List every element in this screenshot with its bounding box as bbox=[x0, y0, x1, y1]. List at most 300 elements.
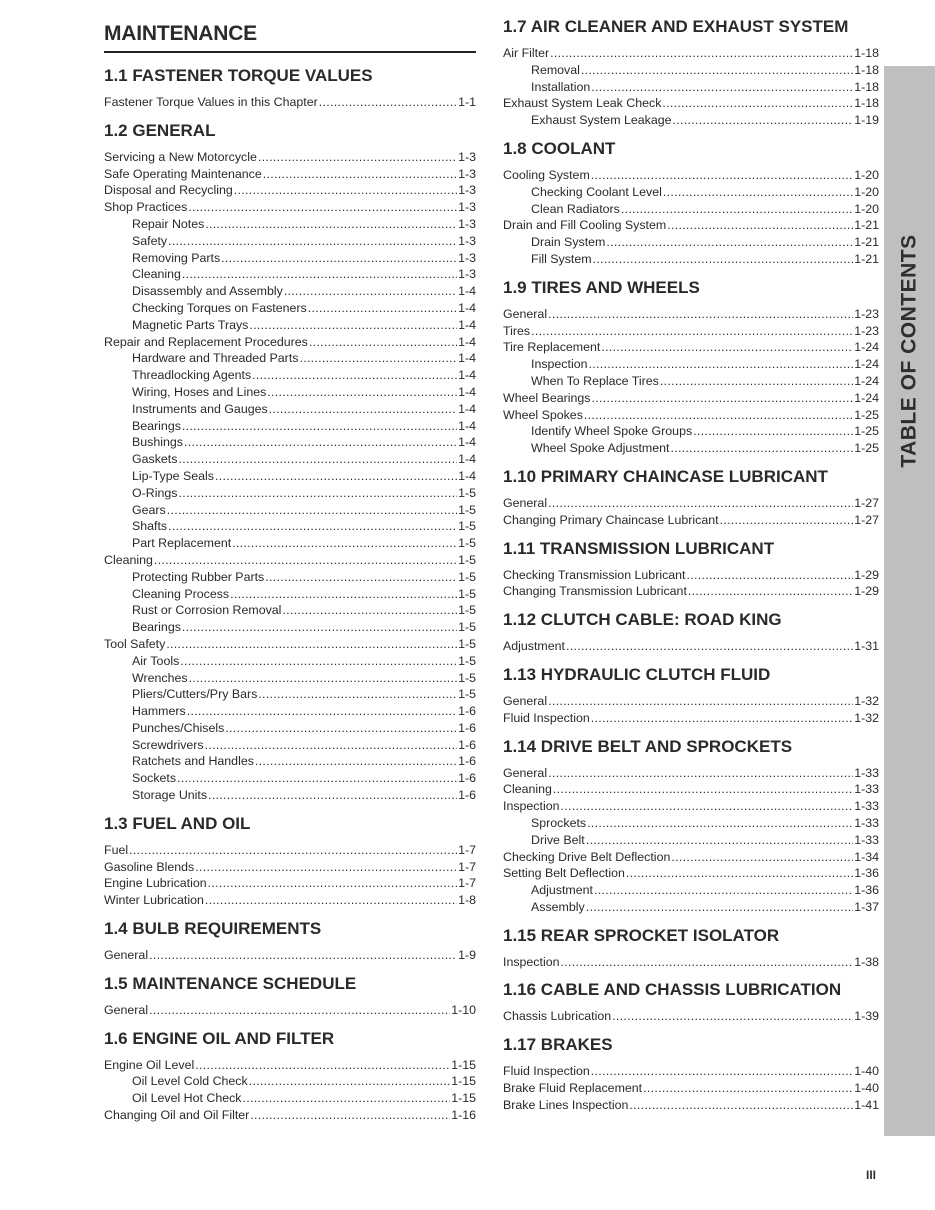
toc-entry[interactable] bbox=[503, 710, 879, 727]
entry-title: Checking Drive Belt Deflection bbox=[503, 849, 671, 864]
dot-leader bbox=[586, 832, 853, 849]
entry-title: Hardware and Threaded Parts bbox=[132, 351, 299, 366]
dot-leader bbox=[606, 234, 853, 251]
entry-title: Part Replacement bbox=[132, 536, 232, 551]
entry-page-number: 1-4 bbox=[458, 368, 476, 383]
entry-page-number: 1-6 bbox=[458, 788, 476, 803]
dot-leader bbox=[195, 1057, 450, 1074]
toc-entry[interactable] bbox=[104, 250, 476, 267]
dot-leader bbox=[180, 653, 457, 670]
entry-page-number: 1-27 bbox=[854, 512, 879, 527]
dot-leader bbox=[182, 619, 457, 636]
dot-leader bbox=[548, 693, 853, 710]
entry-title: Repair and Replacement Procedures bbox=[104, 334, 308, 349]
entry-title: Clean Radiators bbox=[531, 201, 620, 216]
left-sections bbox=[104, 65, 476, 1124]
entry-page-number: 1-6 bbox=[458, 771, 476, 786]
toc-entry[interactable] bbox=[503, 638, 879, 655]
section-title: 1.16 CABLE AND CHASSIS LUBRICATION bbox=[503, 980, 842, 1000]
toc-entry[interactable] bbox=[104, 418, 476, 435]
toc-entry[interactable] bbox=[104, 1073, 476, 1090]
toc-entry[interactable] bbox=[104, 653, 476, 670]
dot-leader bbox=[284, 283, 457, 300]
dot-leader bbox=[166, 636, 457, 653]
toc-entry[interactable] bbox=[503, 251, 879, 268]
toc-entry[interactable] bbox=[104, 636, 476, 653]
entry-page-number: 1-5 bbox=[458, 620, 476, 635]
entry-title: Adjustment bbox=[503, 639, 565, 654]
entry-title: General bbox=[503, 765, 548, 780]
entry-title: Cleaning bbox=[503, 782, 552, 797]
toc-entry[interactable] bbox=[104, 199, 476, 216]
toc-entry[interactable] bbox=[503, 323, 879, 340]
entry-page-number: 1-4 bbox=[458, 317, 476, 332]
entry-page-number: 1-1 bbox=[458, 95, 476, 109]
entry-title: Changing Oil and Oil Filter bbox=[104, 1108, 250, 1123]
dot-leader bbox=[319, 94, 457, 111]
right-sections bbox=[503, 16, 879, 1114]
toc-entry[interactable] bbox=[104, 770, 476, 787]
toc-section bbox=[503, 277, 879, 457]
entry-page-number: 1-24 bbox=[854, 373, 879, 388]
dot-leader bbox=[591, 710, 853, 727]
toc-entry[interactable] bbox=[104, 94, 476, 111]
toc-entry[interactable] bbox=[503, 440, 879, 457]
section-title: 1.8 COOLANT bbox=[503, 138, 616, 158]
entry-title: Drain System bbox=[531, 235, 606, 250]
entry-page-number: 1-27 bbox=[854, 495, 879, 510]
entry-page-number: 1-18 bbox=[854, 46, 879, 60]
toc-entry[interactable] bbox=[503, 1063, 879, 1080]
entry-page-number: 1-21 bbox=[854, 218, 879, 233]
toc-entry[interactable] bbox=[104, 233, 476, 250]
toc-entry[interactable] bbox=[104, 720, 476, 737]
entry-title: Bearings bbox=[132, 620, 181, 635]
entry-title: Winter Lubrication bbox=[104, 893, 204, 908]
toc-entry[interactable] bbox=[104, 166, 476, 183]
section-title: 1.14 DRIVE BELT AND SPROCKETS bbox=[503, 736, 793, 756]
toc-entry[interactable] bbox=[503, 62, 879, 79]
dot-leader bbox=[149, 1002, 450, 1019]
dot-leader bbox=[687, 567, 854, 584]
entry-page-number: 1-20 bbox=[854, 184, 879, 199]
dot-leader bbox=[548, 495, 853, 512]
entry-page-number: 1-15 bbox=[451, 1057, 476, 1072]
page-number: III bbox=[866, 1168, 877, 1182]
entry-page-number: 1-25 bbox=[854, 407, 879, 422]
toc-entry[interactable] bbox=[503, 798, 879, 815]
dot-leader bbox=[178, 451, 457, 468]
toc-entry[interactable] bbox=[104, 1107, 476, 1124]
entry-title: Safe Operating Maintenance bbox=[104, 166, 262, 181]
toc-entry[interactable] bbox=[503, 832, 879, 849]
entry-title: Oil Level Hot Check bbox=[132, 1091, 242, 1106]
entry-page-number: 1-19 bbox=[854, 113, 879, 128]
toc-entry[interactable] bbox=[503, 583, 879, 600]
toc-section bbox=[503, 466, 879, 529]
dot-leader bbox=[591, 390, 853, 407]
entry-page-number: 1-34 bbox=[854, 849, 879, 864]
toc-entry[interactable] bbox=[104, 468, 476, 485]
entry-title: General bbox=[503, 306, 548, 321]
toc-entry[interactable] bbox=[104, 875, 476, 892]
entry-title: Pliers/Cutters/Pry Bars bbox=[132, 687, 258, 702]
dot-leader bbox=[309, 334, 457, 351]
dot-leader bbox=[587, 815, 853, 832]
toc-section bbox=[503, 16, 879, 129]
entry-title: Fluid Inspection bbox=[503, 1064, 590, 1079]
entry-title: Checking Coolant Level bbox=[531, 184, 662, 199]
toc-entry[interactable] bbox=[503, 954, 879, 971]
toc-entry[interactable] bbox=[104, 350, 476, 367]
entry-title: Wheel Spoke Adjustment bbox=[531, 441, 670, 456]
toc-entry[interactable] bbox=[104, 947, 476, 964]
entry-title: Oil Level Cold Check bbox=[132, 1074, 248, 1089]
toc-entry[interactable] bbox=[503, 1008, 879, 1025]
toc-entry[interactable] bbox=[104, 586, 476, 603]
toc-entry[interactable] bbox=[104, 787, 476, 804]
entry-page-number: 1-5 bbox=[458, 569, 476, 584]
entry-page-number: 1-38 bbox=[854, 954, 879, 969]
toc-entry[interactable] bbox=[503, 201, 879, 218]
entry-page-number: 1-33 bbox=[854, 832, 879, 847]
dot-leader bbox=[167, 502, 457, 519]
toc-entry[interactable] bbox=[104, 1090, 476, 1107]
entry-page-number: 1-3 bbox=[458, 166, 476, 181]
entry-page-number: 1-6 bbox=[458, 704, 476, 719]
toc-entry[interactable] bbox=[104, 1002, 476, 1019]
side-tab-label: TABLE OF CONTENTS bbox=[897, 234, 921, 468]
toc-entry[interactable] bbox=[104, 518, 476, 535]
dot-leader bbox=[205, 216, 457, 233]
entry-title: Checking Torques on Fasteners bbox=[132, 300, 307, 315]
toc-entry[interactable] bbox=[503, 45, 879, 62]
dot-leader bbox=[265, 569, 457, 586]
entry-title: Checking Transmission Lubricant bbox=[503, 567, 686, 582]
entry-title: Fuel bbox=[104, 842, 129, 857]
toc-entry[interactable] bbox=[104, 367, 476, 384]
entry-title: Exhaust System Leakage bbox=[531, 113, 672, 128]
entry-title: Punches/Chisels bbox=[132, 720, 225, 735]
toc-entry[interactable] bbox=[104, 703, 476, 720]
entry-page-number: 1-10 bbox=[451, 1002, 476, 1017]
entry-title: General bbox=[503, 693, 548, 708]
dot-leader bbox=[566, 638, 853, 655]
entry-page-number: 1-8 bbox=[458, 893, 476, 908]
dot-leader bbox=[308, 300, 457, 317]
entry-page-number: 1-6 bbox=[458, 720, 476, 735]
toc-section bbox=[104, 65, 476, 111]
dot-leader bbox=[258, 686, 457, 703]
entry-page-number: 1-5 bbox=[458, 636, 476, 651]
dot-leader bbox=[612, 1008, 853, 1025]
entry-page-number: 1-4 bbox=[458, 351, 476, 366]
toc-entry[interactable] bbox=[503, 1097, 879, 1114]
dot-leader bbox=[182, 418, 457, 435]
entry-page-number: 1-4 bbox=[458, 384, 476, 399]
dot-leader bbox=[629, 1097, 853, 1114]
dot-leader bbox=[594, 882, 853, 899]
toc-entry[interactable] bbox=[503, 217, 879, 234]
dot-leader bbox=[688, 583, 853, 600]
toc-entry[interactable] bbox=[104, 149, 476, 166]
dot-leader bbox=[531, 323, 853, 340]
toc-entry[interactable] bbox=[503, 112, 879, 129]
toc-entry[interactable] bbox=[503, 390, 879, 407]
section-title: 1.6 ENGINE OIL AND FILTER bbox=[104, 1028, 335, 1048]
section-title: 1.11 TRANSMISSION LUBRICANT bbox=[503, 538, 775, 558]
dot-leader bbox=[205, 737, 457, 754]
toc-entry[interactable] bbox=[503, 815, 879, 832]
entry-title: Installation bbox=[531, 79, 591, 94]
dot-leader bbox=[187, 703, 457, 720]
entry-page-number: 1-32 bbox=[854, 693, 879, 708]
toc-entry[interactable] bbox=[503, 356, 879, 373]
toc-entry[interactable] bbox=[104, 334, 476, 351]
entry-page-number: 1-7 bbox=[458, 876, 476, 891]
toc-entry[interactable] bbox=[104, 670, 476, 687]
left-column bbox=[104, 16, 476, 1124]
entry-title: Gears bbox=[132, 502, 166, 517]
entry-page-number: 1-33 bbox=[854, 799, 879, 814]
page-title: MAINTENANCE bbox=[104, 22, 257, 45]
dot-leader bbox=[588, 356, 853, 373]
toc-entry[interactable] bbox=[104, 753, 476, 770]
dot-leader bbox=[205, 892, 457, 909]
toc-entry[interactable] bbox=[104, 266, 476, 283]
entry-title: Inspection bbox=[503, 799, 560, 814]
dot-leader bbox=[591, 1063, 853, 1080]
toc-entry[interactable] bbox=[104, 602, 476, 619]
toc-entry[interactable] bbox=[104, 485, 476, 502]
dot-leader bbox=[693, 423, 853, 440]
entry-title: Cleaning Process bbox=[132, 586, 230, 601]
toc-section bbox=[503, 736, 879, 916]
toc-entry[interactable] bbox=[104, 892, 476, 909]
entry-page-number: 1-33 bbox=[854, 765, 879, 780]
dot-leader bbox=[188, 199, 457, 216]
entry-page-number: 1-20 bbox=[854, 167, 879, 182]
dot-leader bbox=[591, 79, 853, 96]
toc-entry[interactable] bbox=[503, 234, 879, 251]
toc-section bbox=[104, 813, 476, 909]
toc-entry[interactable] bbox=[104, 434, 476, 451]
dot-leader bbox=[586, 899, 853, 916]
entry-title: Screwdrivers bbox=[132, 737, 204, 752]
dot-leader bbox=[269, 401, 457, 418]
entry-page-number: 1-5 bbox=[458, 603, 476, 618]
toc-section bbox=[503, 1034, 879, 1113]
dot-leader bbox=[662, 95, 853, 112]
entry-title: Hammers bbox=[132, 704, 186, 719]
toc-entry[interactable] bbox=[503, 306, 879, 323]
entry-title: Disassembly and Assembly bbox=[132, 284, 283, 299]
toc-entry[interactable] bbox=[503, 567, 879, 584]
entry-title: Brake Fluid Replacement bbox=[503, 1081, 643, 1096]
toc-entry[interactable] bbox=[503, 339, 879, 356]
entry-title: Rust or Corrosion Removal bbox=[132, 603, 282, 618]
entry-title: Shafts bbox=[132, 519, 168, 534]
section-title: 1.2 GENERAL bbox=[104, 120, 216, 140]
entry-page-number: 1-23 bbox=[854, 306, 879, 321]
toc-entry[interactable] bbox=[104, 569, 476, 586]
entry-title: Lip-Type Seals bbox=[132, 468, 214, 483]
toc-entry[interactable] bbox=[503, 882, 879, 899]
toc-entry[interactable] bbox=[503, 512, 879, 529]
dot-leader bbox=[221, 250, 457, 267]
toc-entry[interactable] bbox=[503, 495, 879, 512]
dot-leader bbox=[593, 251, 854, 268]
toc-entry[interactable] bbox=[104, 737, 476, 754]
right-column bbox=[503, 16, 879, 1114]
toc-entry[interactable] bbox=[104, 535, 476, 552]
dot-leader bbox=[232, 535, 457, 552]
toc-section bbox=[104, 973, 476, 1019]
toc-entry[interactable] bbox=[503, 423, 879, 440]
dot-leader bbox=[129, 842, 457, 859]
entry-title: Engine Oil Level bbox=[104, 1057, 195, 1072]
toc-entry[interactable] bbox=[503, 693, 879, 710]
entry-page-number: 1-25 bbox=[854, 424, 879, 439]
entry-page-number: 1-25 bbox=[854, 441, 879, 456]
toc-entry[interactable] bbox=[503, 79, 879, 96]
entry-title: Tires bbox=[503, 323, 531, 338]
dot-leader bbox=[225, 720, 457, 737]
entry-page-number: 1-5 bbox=[458, 653, 476, 668]
entry-page-number: 1-3 bbox=[458, 250, 476, 265]
section-title: 1.7 AIR CLEANER AND EXHAUST SYSTEM bbox=[503, 17, 849, 36]
entry-title: Disposal and Recycling bbox=[104, 183, 233, 198]
entry-page-number: 1-3 bbox=[458, 216, 476, 231]
toc-entry[interactable] bbox=[503, 167, 879, 184]
entry-page-number: 1-4 bbox=[458, 452, 476, 467]
toc-entry[interactable] bbox=[503, 765, 879, 782]
toc-entry[interactable] bbox=[104, 317, 476, 334]
toc-entry[interactable] bbox=[104, 1057, 476, 1074]
toc-entry[interactable] bbox=[104, 216, 476, 233]
toc-entry[interactable] bbox=[104, 384, 476, 401]
dot-leader bbox=[584, 407, 853, 424]
entry-page-number: 1-40 bbox=[854, 1064, 879, 1079]
toc-entry[interactable] bbox=[104, 182, 476, 199]
entry-title: Ratchets and Handles bbox=[132, 754, 254, 769]
entry-title: Exhaust System Leak Check bbox=[503, 96, 662, 111]
dot-leader bbox=[626, 865, 853, 882]
entry-page-number: 1-4 bbox=[458, 284, 476, 299]
entry-title: O-Rings bbox=[132, 485, 178, 500]
toc-entry[interactable] bbox=[503, 849, 879, 866]
entry-title: Tire Replacement bbox=[503, 340, 601, 355]
dot-leader bbox=[250, 1107, 450, 1124]
toc-entry[interactable] bbox=[104, 842, 476, 859]
entry-page-number: 1-23 bbox=[854, 323, 879, 338]
toc-entry[interactable] bbox=[503, 184, 879, 201]
entry-title: When To Replace Tires bbox=[531, 373, 659, 388]
entry-title: Inspection bbox=[503, 954, 560, 969]
entry-page-number: 1-15 bbox=[451, 1074, 476, 1089]
toc-entry[interactable] bbox=[503, 373, 879, 390]
entry-page-number: 1-3 bbox=[458, 267, 476, 282]
toc-entry[interactable] bbox=[503, 1080, 879, 1097]
section-title: 1.3 FUEL AND OIL bbox=[104, 813, 251, 833]
entry-page-number: 1-3 bbox=[458, 200, 476, 215]
dot-leader bbox=[282, 602, 457, 619]
toc-entry[interactable] bbox=[104, 686, 476, 703]
entry-title: Changing Primary Chaincase Lubricant bbox=[503, 512, 719, 527]
entry-title: Servicing a New Motorcycle bbox=[104, 149, 257, 164]
entry-page-number: 1-5 bbox=[458, 586, 476, 601]
entry-title: Wheel Bearings bbox=[503, 390, 591, 405]
entry-page-number: 1-18 bbox=[854, 79, 879, 94]
entry-title: Storage Units bbox=[132, 788, 208, 803]
toc-entry[interactable] bbox=[104, 619, 476, 636]
entry-page-number: 1-29 bbox=[854, 567, 879, 582]
toc-entry[interactable] bbox=[503, 899, 879, 916]
entry-title: Drive Belt bbox=[531, 832, 585, 847]
toc-entry[interactable] bbox=[503, 781, 879, 798]
entry-title: Changing Transmission Lubricant bbox=[503, 584, 687, 599]
entry-title: Threadlocking Agents bbox=[132, 368, 252, 383]
toc-section bbox=[503, 664, 879, 727]
entry-page-number: 1-31 bbox=[854, 639, 879, 654]
toc-section bbox=[503, 138, 879, 268]
entry-page-number: 1-4 bbox=[458, 468, 476, 483]
entry-page-number: 1-20 bbox=[854, 201, 879, 216]
toc-entry[interactable] bbox=[104, 451, 476, 468]
toc-entry[interactable] bbox=[104, 401, 476, 418]
toc-entry[interactable] bbox=[104, 859, 476, 876]
entry-page-number: 1-6 bbox=[458, 754, 476, 769]
toc-entry[interactable] bbox=[503, 865, 879, 882]
entry-title: Fluid Inspection bbox=[503, 710, 590, 725]
section-title: 1.17 BRAKES bbox=[503, 1035, 613, 1055]
entry-title: Sprockets bbox=[531, 815, 587, 830]
dot-leader bbox=[195, 859, 457, 876]
entry-title: Safety bbox=[132, 233, 168, 248]
dot-leader bbox=[720, 512, 854, 529]
toc-entry[interactable] bbox=[503, 95, 879, 112]
toc-entry[interactable] bbox=[104, 502, 476, 519]
entry-page-number: 1-5 bbox=[458, 536, 476, 551]
entry-title: Wrenches bbox=[132, 670, 188, 685]
dot-leader bbox=[189, 670, 458, 687]
dot-leader bbox=[215, 468, 457, 485]
toc-entry[interactable] bbox=[104, 552, 476, 569]
entry-page-number: 1-29 bbox=[854, 584, 879, 599]
entry-page-number: 1-5 bbox=[458, 552, 476, 567]
dot-leader bbox=[299, 350, 457, 367]
toc-section bbox=[503, 538, 879, 601]
entry-title: Sockets bbox=[132, 771, 177, 786]
toc-entry[interactable] bbox=[104, 300, 476, 317]
dot-leader bbox=[667, 217, 853, 234]
entry-page-number: 1-21 bbox=[854, 251, 879, 266]
dot-leader bbox=[149, 947, 457, 964]
toc-section bbox=[104, 120, 476, 804]
toc-entry[interactable] bbox=[503, 407, 879, 424]
entry-page-number: 1-36 bbox=[854, 866, 879, 881]
toc-entry[interactable] bbox=[104, 283, 476, 300]
entry-title: Cleaning bbox=[104, 552, 153, 567]
entry-title: Magnetic Parts Trays bbox=[132, 317, 249, 332]
entry-page-number: 1-40 bbox=[854, 1081, 879, 1096]
entry-title: Air Tools bbox=[132, 653, 180, 668]
entry-page-number: 1-5 bbox=[458, 519, 476, 534]
entry-title: Fill System bbox=[531, 251, 592, 266]
section-title: 1.10 PRIMARY CHAINCASE LUBRICANT bbox=[503, 466, 828, 486]
section-title: 1.5 MAINTENANCE SCHEDULE bbox=[104, 973, 357, 993]
dot-leader bbox=[673, 112, 854, 129]
